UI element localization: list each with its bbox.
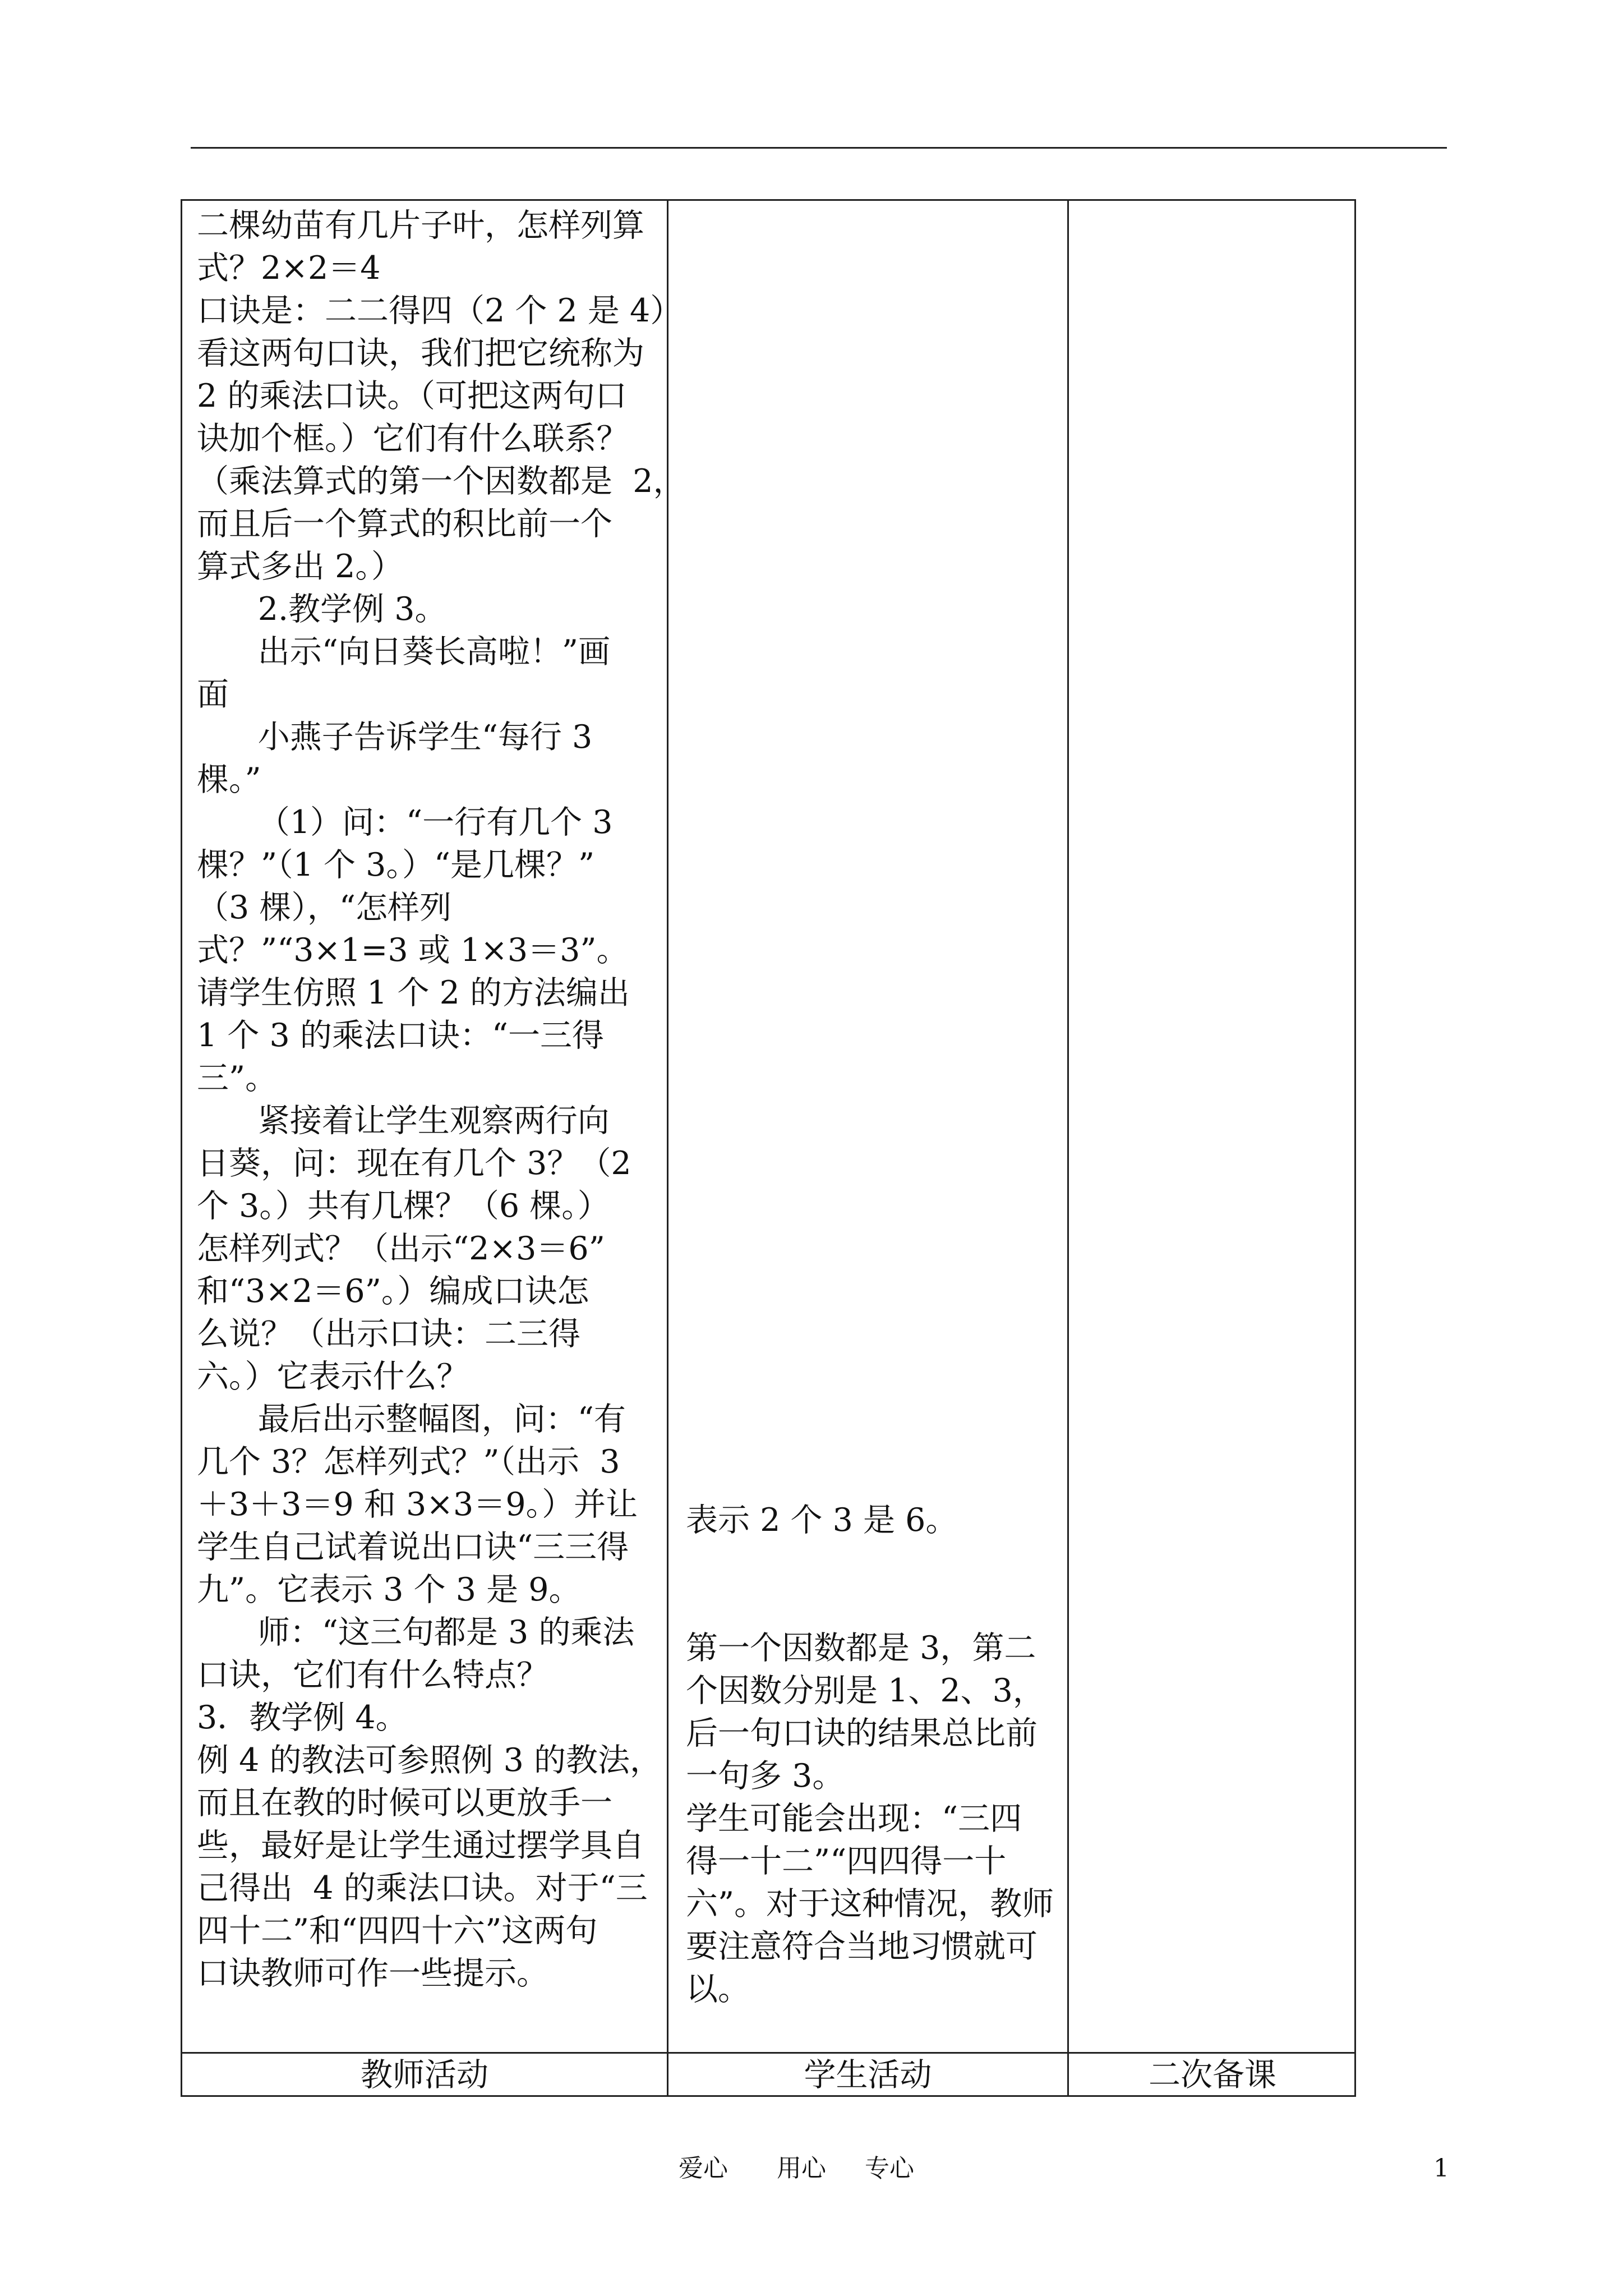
text-line: 第一个因数都是 3，第二	[686, 1630, 1036, 1667]
text-line: 么说？（出示口诀：二三得	[197, 1315, 580, 1352]
text-line: （3 棵），“怎样列	[197, 889, 452, 926]
text-line: 二棵幼苗有几片子叶，怎样列算	[197, 207, 644, 244]
text-line: 面	[197, 676, 229, 713]
text-line: 些，最好是让学生通过摆学具自	[197, 1827, 644, 1864]
text-line: 口诀，它们有什么特点？	[197, 1657, 548, 1694]
text-line: 九”。它表示 3 个 3 是 9。	[197, 1571, 581, 1608]
text-line: ＋3＋3＝9 和 3×3＝9。）并让	[197, 1486, 638, 1523]
text-line: 和“3×2＝6”。）编成口诀怎	[197, 1273, 589, 1310]
text-line: 师：“这三句都是 3 的乘法	[197, 1614, 635, 1651]
text-line: 算式多出 2。）	[197, 548, 403, 585]
footer-motto-1: 爱心	[679, 2154, 728, 2183]
text-line: 个因数分别是 1、2、3，	[686, 1672, 1045, 1709]
text-line: 要注意符合当地习惯就可	[686, 1928, 1038, 1965]
teacher-activity-cell	[197, 204, 685, 1995]
text-line: 怎样列式？（出示“2×3＝6”	[197, 1230, 605, 1267]
header-rule	[191, 147, 1447, 149]
text-line: 得一十二”“四四得一十	[686, 1843, 1007, 1880]
text-line: 式？”“3×1=3 或 1×3＝3”。	[197, 932, 629, 969]
student-note	[686, 1797, 1062, 2010]
footer-teacher-activity: 教师活动	[361, 2056, 488, 2093]
text-line: 小燕子告诉学生“每行 3	[197, 719, 593, 756]
text-line: 例 4 的教法可参照例 3 的教法，	[197, 1742, 662, 1779]
text-line: 口诀是：二二得四（2 个 2 是 4）	[197, 292, 683, 329]
text-line: 以。	[686, 1971, 750, 2008]
text-line: 几个 3？怎样列式？”（出示 3	[197, 1443, 620, 1480]
student-note	[686, 1499, 1062, 1542]
footer-motto-2: 用心	[777, 2154, 826, 2183]
text-line: 1 个 3 的乘法口诀：“一三得	[197, 1017, 605, 1054]
text-line: 请学生仿照 1 个 2 的方法编出	[197, 974, 630, 1011]
text-line: 己得出 4 的乘法口诀。对于“三	[197, 1870, 648, 1907]
text-line: 口诀教师可作一些提示。	[197, 1955, 548, 1992]
lesson-plan-table	[181, 199, 1356, 2097]
text-line: 最后出示整幅图，问：“有	[197, 1401, 626, 1438]
text-line: 六”。对于这种情况，教师	[686, 1885, 1054, 1922]
text-line: 棵。”	[197, 761, 261, 798]
text-line: 2.教学例 3。	[197, 591, 447, 628]
text-line: 紧接着让学生观察两行向	[197, 1102, 610, 1139]
text-line: 棵？”（1 个 3。）“是几棵？”	[197, 846, 595, 884]
text-line: 诀加个框。）它们有什么联系？	[197, 420, 629, 457]
student-note	[686, 1627, 1062, 1797]
text-line: 而且后一个算式的积比前一个	[197, 505, 612, 542]
text-line: （乘法算式的第一个因数都是 2，	[197, 463, 685, 500]
footer-motto-3: 专心	[865, 2154, 914, 2183]
text-line: 三”。	[197, 1060, 278, 1097]
footer-student-activity: 学生活动	[804, 2056, 932, 2093]
text-line: 日葵，问：现在有几个 3？（2	[197, 1145, 631, 1182]
text-line: 2 的乘法口诀。（可把这两句口	[197, 378, 627, 415]
text-line: 一句多 3。	[686, 1757, 845, 1795]
footer-second-prep: 二次备课	[1149, 2056, 1276, 2093]
text-line: （1）问：“一行有几个 3	[197, 804, 613, 841]
text-line: 四十二”和“四四十六”这两句	[197, 1912, 598, 1949]
text-line: 学生可能会出现：“三四	[686, 1800, 1022, 1837]
text-line: 学生自己试着说出口诀“三三得	[197, 1529, 629, 1566]
text-line: 看这两句口诀，我们把它统称为	[197, 335, 644, 372]
text-line: 式？2×2＝4	[197, 250, 381, 287]
column-divider	[1067, 201, 1069, 2095]
page-number: 1	[1433, 2154, 1449, 2183]
text-line: 3．教学例 4。	[197, 1699, 408, 1736]
text-line: 出示“向日葵长高啦！”画	[197, 633, 610, 670]
text-line: 而且在教的时候可以更放手一	[197, 1784, 612, 1821]
text-line: 个 3。）共有几棵？（6 棵。）	[197, 1188, 610, 1225]
text-line: 六。）它表示什么？	[197, 1358, 469, 1395]
text-line: 表示 2 个 3 是 6。	[686, 1502, 958, 1539]
text-line: 后一句口诀的结果总比前	[686, 1715, 1038, 1752]
